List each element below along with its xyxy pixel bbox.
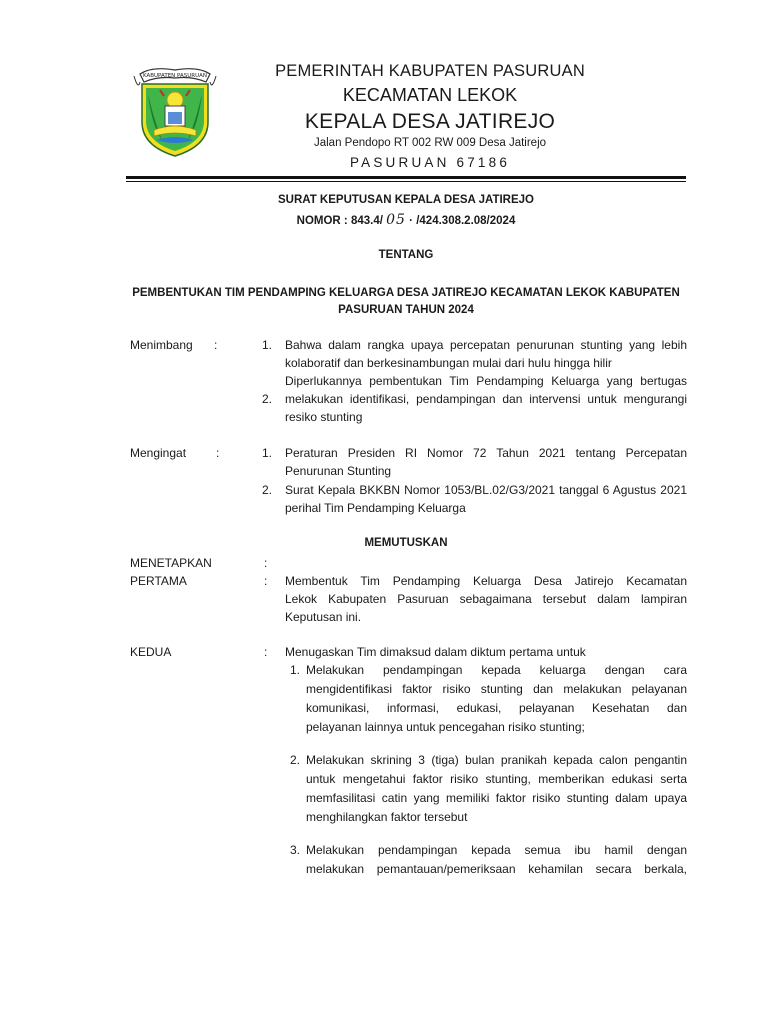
letterhead-rule-thin — [126, 181, 686, 182]
kedua-label: KEDUA — [130, 645, 172, 659]
kedua-item2-line3: memfasilitasi catin yang memiliki faktor risiko stunting dalam upaya — [306, 791, 687, 805]
menimbang-number-1: 1. — [262, 338, 273, 352]
logo-ribbon-text: KABUPATEN PASURUAN — [142, 73, 208, 79]
header-office-line: KEPALA DESA JATIREJO — [304, 110, 556, 133]
pertama-label: PERTAMA — [130, 574, 187, 588]
kedua-number-1: 1. — [290, 663, 301, 677]
decree-subject — [100, 285, 712, 319]
decree-number-suffix: /424.308.2.08/2024 — [416, 215, 516, 227]
menimbang-line-1: Bahwa dalam rangka upaya percepatan penurunan stunting yang lebih — [285, 338, 687, 352]
decree-subject-line1: PEMBENTUKAN TIM PENDAMPING KELUARGA DESA JATIREJO KECAMATAN LEKOK KABUPATEN — [132, 287, 680, 299]
decree-title: SURAT KEPUTUSAN KEPALA DESA JATIREJO — [277, 194, 534, 206]
letterhead-rule-thick — [126, 176, 686, 179]
header-district-line: KECAMATAN LEKOK — [342, 85, 518, 105]
decree-number-dot: · — [409, 215, 414, 227]
kedua-item3-line2: melakukan pemantauan/pemeriksaan kehamilan secara berkala, — [306, 862, 687, 876]
menimbang-line-3: Diperlukannya pembentukan Tim Pendamping Keluarga yang bertugas — [285, 374, 687, 388]
pertama-line-3: Keputusan ini. — [285, 610, 362, 624]
mengingat-label: Mengingat — [130, 446, 187, 460]
kedua-number-2: 2. — [290, 753, 301, 767]
pertama-line-1: Membentuk Tim Pendamping Keluarga Desa Jatirejo Kecamatan — [285, 574, 687, 588]
pertama-colon: : — [264, 574, 268, 588]
kedua-item2-line1: Melakukan skrining 3 (tiga) bulan pranikah kepada calon pengantin — [306, 753, 687, 767]
decree-number-prefix: NOMOR : 843.4/ — [296, 215, 383, 227]
kedua-item1-line3: komunikasi, informasi, edukasi, pelayanan Kesehatan dan — [306, 701, 687, 715]
kedua-item2-line2: untuk mengetahui faktor risiko stunting, memberikan edukasi serta — [306, 772, 687, 786]
kedua-item1-line2: mengidentifikasi faktor risiko stunting dan melakukan pelayanan — [306, 682, 687, 696]
pasuruan-coat-of-arms-logo — [132, 60, 218, 158]
memutuskan-heading: MEMUTUSKAN — [364, 537, 448, 549]
menimbang-line-5: resiko stunting — [285, 410, 363, 424]
mengingat-item2-line2: perihal Tim Pendamping Keluarga — [285, 501, 466, 515]
menetapkan-label: MENETAPKAN — [130, 556, 212, 570]
menimbang-line-2: kolaboratif dan berkesinambungan mulai dari hulu hingga hilir — [285, 356, 612, 370]
header-address: Jalan Pendopo RT 002 RW 009 Desa Jatirejo — [313, 137, 547, 149]
menimbang-label: Menimbang — [130, 338, 193, 352]
menetapkan-colon: : — [264, 556, 268, 570]
mengingat-item1-line2: Penurunan Stunting — [285, 464, 392, 478]
menimbang-line-4: melakukan identifikasi, pendampingan dan intervensi untuk mengurangi — [285, 392, 687, 406]
kedua-colon: : — [264, 645, 268, 659]
mengingat-colon: : — [216, 446, 220, 460]
mengingat-number-1: 1. — [262, 446, 273, 460]
kedua-item2-line4: menghilangkan faktor tersebut — [306, 810, 468, 824]
decree-number-handwritten: 05 — [386, 212, 406, 228]
tentang-heading: TENTANG — [378, 249, 434, 261]
decree-subject-line2: PASURUAN TAHUN 2024 — [338, 304, 474, 316]
kedua-item1-line4: pelayanan lainnya untuk pencegahan risiko stunting; — [306, 720, 585, 734]
mengingat-item2-line1: Surat Kepala BKKBN Nomor 1053/BL.02/G3/2021 tanggal 6 Agustus 2021 — [285, 483, 687, 497]
kedua-number-3: 3. — [290, 843, 301, 857]
menimbang-number-2: 2. — [262, 392, 273, 406]
pertama-line-2: Lekok Kabupaten Pasuruan sebagaimana tersebut dalam lampiran — [285, 592, 687, 606]
kedua-item3-line1: Melakukan pendampingan kepada semua ibu hamil dengan — [306, 843, 687, 857]
header-government-line: PEMERINTAH KABUPATEN PASURUAN — [275, 62, 585, 80]
mengingat-number-2: 2. — [262, 483, 273, 497]
header-city: PASURUAN 67186 — [349, 155, 511, 170]
mengingat-item1-line1: Peraturan Presiden RI Nomor 72 Tahun 2021 tentang Percepatan — [285, 446, 687, 460]
decree-number — [100, 212, 712, 228]
menimbang-colon: : — [214, 338, 218, 352]
kedua-item1-line1: Melakukan pendampingan kepada keluarga dengan cara — [306, 663, 687, 677]
kedua-intro: Menugaskan Tim dimaksud dalam diktum pertama untuk — [285, 645, 586, 659]
